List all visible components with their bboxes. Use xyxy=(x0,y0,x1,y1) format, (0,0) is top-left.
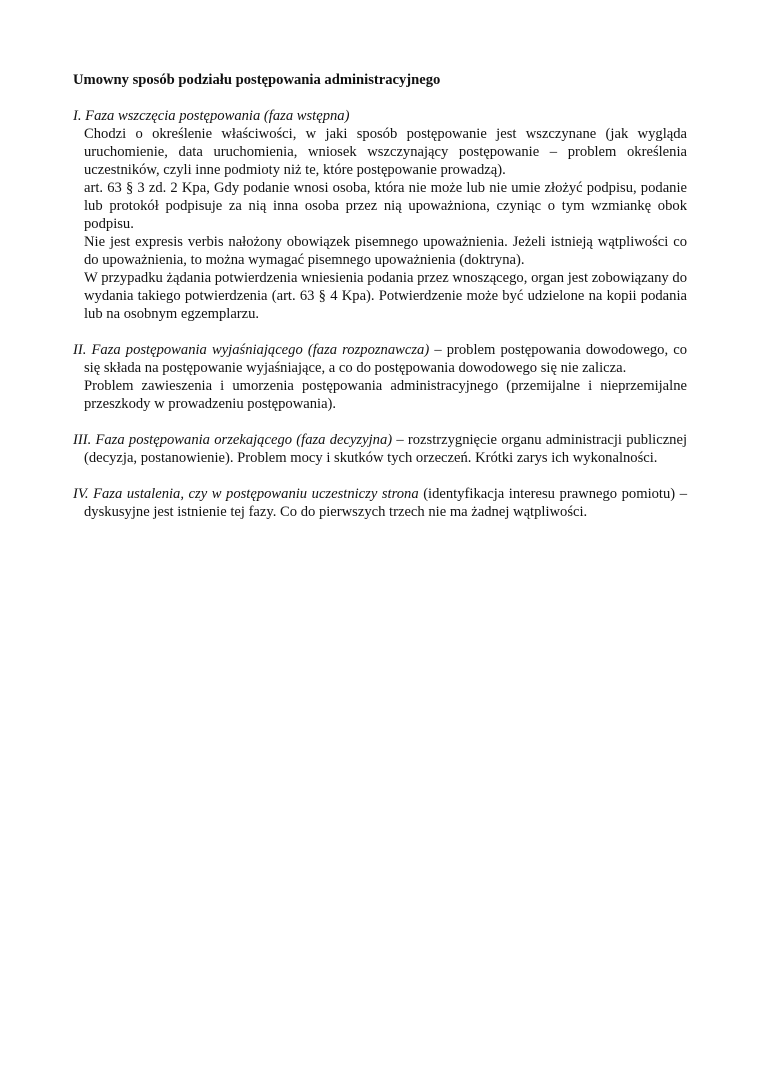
section-4-heading-rest: (identyfikacja interesu prawnego pomiotu) – dyskusyjne jest istnienie tej fazy. Co do pierwszych trzech nie ma żadnej wątpliwości. xyxy=(84,486,687,520)
section-1-paragraph: W przypadku żądania potwierdzenia wniesienia podania przez wnoszącego, organ jest zobowiązany do wydania takiego potwierdzenia (art. 63 § 4 Kpa). Potwierdzenie może być udzielone na kopii podania lub na osobnym egzemplarzu. xyxy=(84,270,687,322)
section-1-paragraph: Chodzi o określenie właściwości, w jaki sposób postępowanie jest wszczynane (jak wygląda uruchomienie, data uruchomienia, wniosek wszczynający postępowanie – problem określenia uczestników, czyli inne podmioty niż te, które postępowanie prowadzą). xyxy=(84,126,687,178)
section-2-heading-text: II. Faza postępowania wyjaśniającego (faza rozpoznawcza) xyxy=(73,342,430,358)
section-4-heading-text: IV. Faza ustalenia, czy w postępowaniu uczestniczy strona xyxy=(73,486,419,502)
section-2-heading-paragraph xyxy=(73,341,687,377)
section-1-heading xyxy=(73,107,687,125)
section-3-heading-text: III. Faza postępowania orzekającego (faza decyzyjna) xyxy=(73,432,393,448)
section-1-paragraph: Nie jest expresis verbis nałożony obowiązek pisemnego upoważnienia. Jeżeli istnieją wątpliwości co do upoważnienia, to można wymagać pisemnego upoważnienia (doktryna). xyxy=(84,234,687,268)
document-page xyxy=(73,71,687,539)
section-3 xyxy=(73,431,687,467)
document-title: Umowny sposób podziału postępowania administracyjnego xyxy=(73,72,441,88)
section-2-heading-rest: – problem postępowania dowodowego, co się składa na postępowanie wyjaśniające, a co do postępowania dowodowego się nie zalicza. xyxy=(84,342,687,376)
section-1-paragraph: art. 63 § 3 zd. 2 Kpa, Gdy podanie wnosi osoba, która nie może lub nie umie złożyć podpisu, podanie lub protokół podpisuje za nią inna osoba przez nią upoważniona, czyniąc o tym wzmiankę obok podpisu. xyxy=(84,180,687,232)
section-1 xyxy=(73,107,687,323)
section-3-heading-rest: – rozstrzygnięcie organu administracji publicznej (decyzja, postanowienie). Problem mocy i skutków tych orzeczeń. Krótki zarys ich wykonalności. xyxy=(84,432,687,466)
section-1-heading-text: I. Faza wszczęcia postępowania (faza wstępna) xyxy=(73,108,350,124)
section-3-heading-paragraph xyxy=(73,431,687,467)
section-2-paragraph: Problem zawieszenia i umorzenia postępowania administracyjnego (przemijalne i nieprzemijalne przeszkody w prowadzeniu postępowania). xyxy=(84,378,687,412)
section-2 xyxy=(73,341,687,413)
section-4 xyxy=(73,485,687,521)
section-4-heading-paragraph xyxy=(73,485,687,521)
